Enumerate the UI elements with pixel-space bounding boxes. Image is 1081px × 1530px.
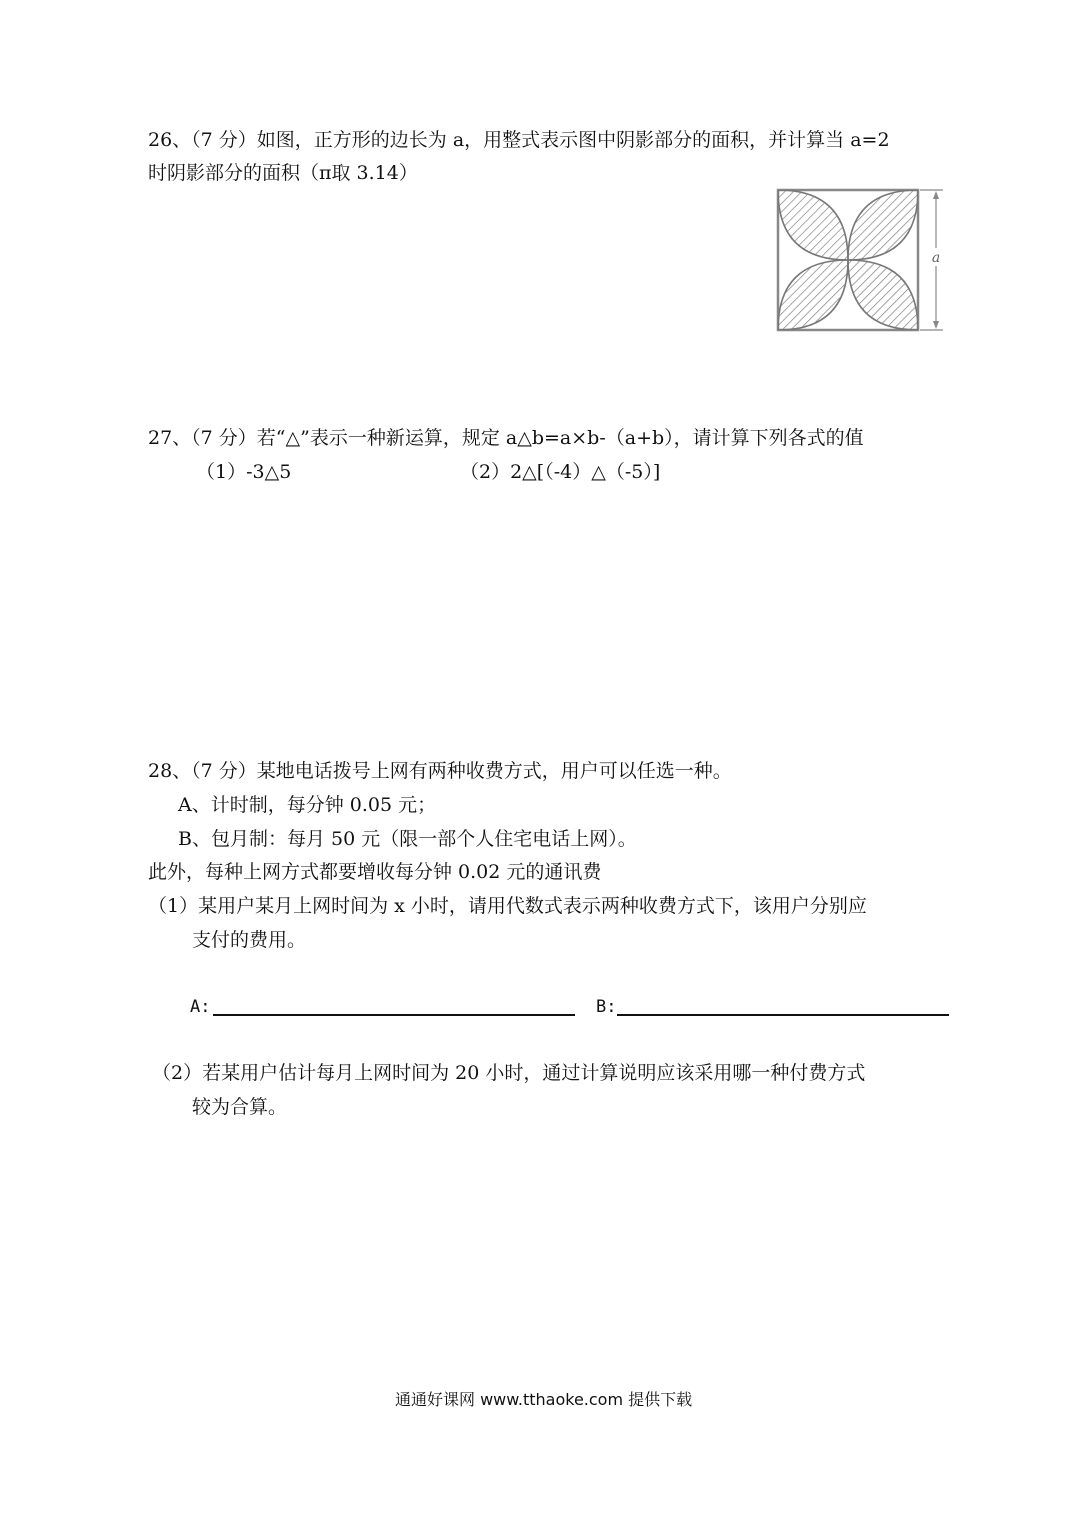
q27-line1: 27、（7 分）若“△”表示一种新运算，规定 a△b=a×b-（a+b），请计算下列各式的值 <box>148 427 864 449</box>
q28-sub2-line1: （2）若某用户估计每月上网时间为 20 小时，通过计算说明应该采用哪一种付费方式 <box>152 1062 866 1084</box>
q28-sub1-line1: （1）某用户某月上网时间为 x 小时，请用代数式表示两种收费方式下，该用户分别应 <box>148 895 867 917</box>
answer-b-label: B: <box>596 997 617 1017</box>
q27-part1: （1）-3△5 <box>196 461 292 483</box>
answer-b-blank[interactable] <box>617 1014 949 1016</box>
square-petal-figure <box>773 186 953 336</box>
side-label-a: a <box>931 250 941 266</box>
q26-line1: 26、（7 分）如图，正方形的边长为 a，用整式表示图中阴影部分的面积，并计算当 a=2 <box>148 129 890 151</box>
q28-line4: 此外，每种上网方式都要增收每分钟 0.02 元的通讯费 <box>148 861 602 883</box>
q26-line2: 时阴影部分的面积（π取 3.14） <box>148 162 418 184</box>
answer-a-blank[interactable] <box>213 1014 575 1016</box>
page-footer: 通通好课网 www.tthaoke.com 提供下载 <box>395 1390 693 1409</box>
q27-part2: （2）2△[（-4）△（-5）] <box>460 461 661 483</box>
q28-option-a: A、计时制，每分钟 0.05 元； <box>178 794 437 816</box>
q28-sub2-line2: 较为合算。 <box>192 1096 288 1118</box>
q28-sub1-line2: 支付的费用。 <box>192 929 307 951</box>
answer-a-label: A: <box>190 997 211 1017</box>
q28-line1: 28、（7 分）某地电话拨号上网有两种收费方式，用户可以任选一种。 <box>148 760 732 782</box>
q28-option-b: B、包月制：每月 50 元（限一部个人住宅电话上网）。 <box>178 828 637 850</box>
